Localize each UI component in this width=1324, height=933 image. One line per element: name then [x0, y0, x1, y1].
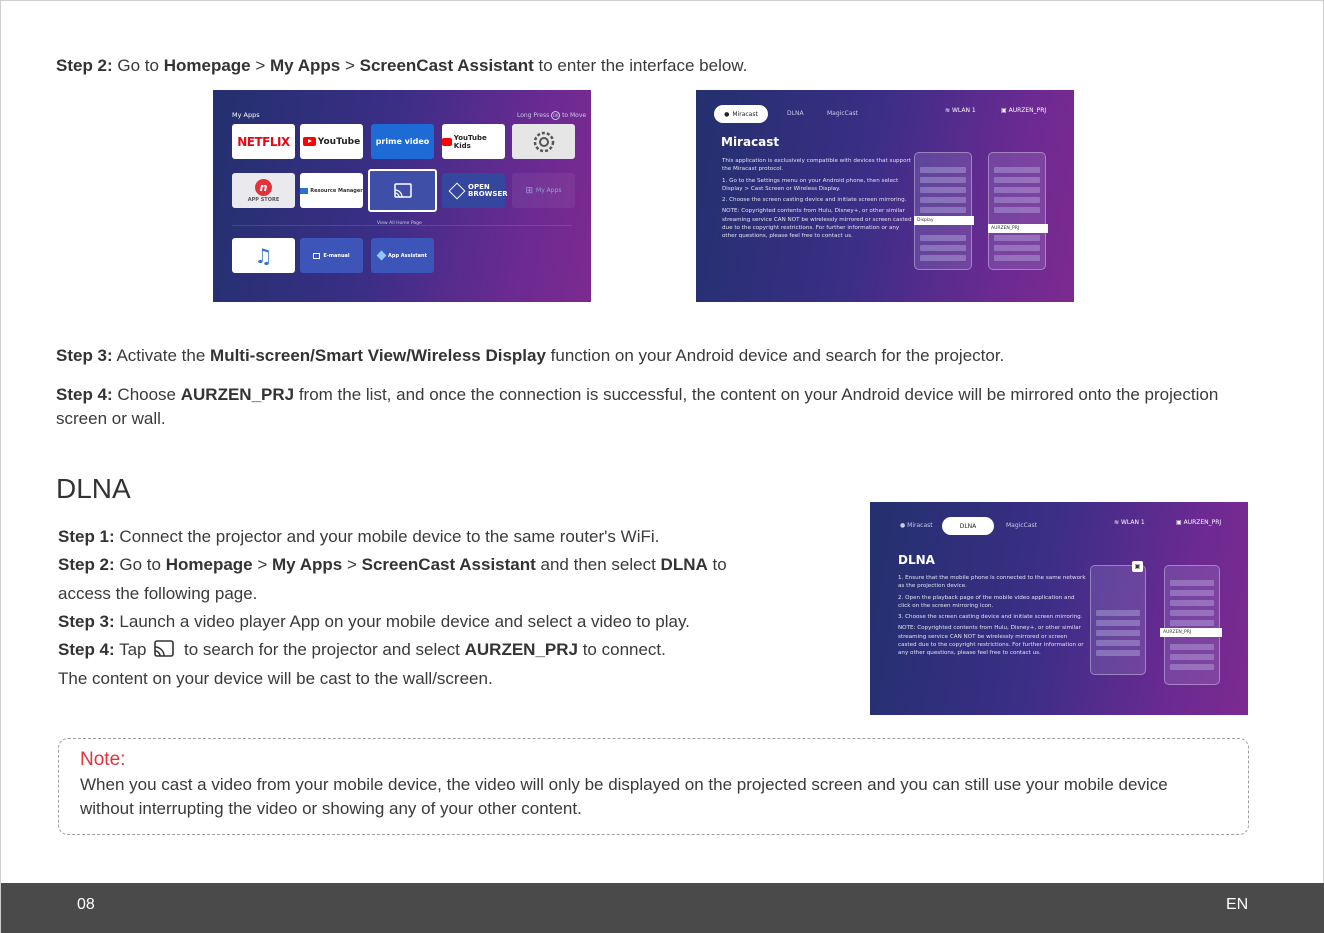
feature-term: Multi-screen/Smart View/Wireless Display	[210, 346, 546, 365]
my-apps-term: My Apps	[270, 56, 341, 75]
netflix-tile[interactable]	[232, 124, 295, 159]
instruction-step: 3. Choose the screen casting device and initiate screen mirroring.	[898, 614, 1083, 621]
homepage-term: Homepage	[163, 56, 251, 75]
tile-label: NETFLIX	[237, 134, 290, 149]
text: Launch a video player App on your mobile device and select a video to play.	[114, 612, 690, 631]
aurzen-chip: AURZEN_PRJ	[988, 224, 1048, 233]
text: to enter the interface below.	[533, 56, 748, 75]
device-name: AURZEN_PRJ	[1183, 519, 1222, 526]
youtube-play-icon	[303, 137, 316, 146]
move-hint	[517, 111, 586, 120]
dlna-screenshot	[870, 502, 1248, 715]
cast-icon	[393, 183, 413, 199]
step-label: Step 2:	[56, 56, 113, 75]
screencast-term: ScreenCast Assistant	[359, 56, 534, 75]
tile-label: YouTube	[317, 136, 361, 147]
step3-line	[56, 344, 1004, 368]
text: function on your Android device and search for the projector.	[545, 346, 1005, 365]
tile-label: prime video	[375, 137, 430, 146]
wifi-name: WLAN 1	[951, 107, 976, 114]
music-note-icon: ♫	[254, 243, 273, 268]
step-label: Step 3:	[56, 346, 113, 365]
wifi-status	[1114, 519, 1145, 526]
text: from the list, and once the connection is successful, the content on your Android device will be mirrored onto the projection screen or wall.	[56, 385, 1219, 428]
text: Activate the	[112, 346, 211, 365]
instruction-step: 2. Choose the screen casting device and initiate screen mirroring.	[722, 197, 907, 204]
text: to connect.	[577, 640, 666, 659]
my-apps-tile[interactable]	[512, 173, 575, 208]
instruction-step: 2. Open the playback page of the mobile video application and click on the screen mirroring icon.	[898, 594, 1075, 609]
grid-icon: ⊞	[525, 185, 534, 196]
text: Tap	[114, 640, 152, 659]
text: Choose	[112, 385, 181, 404]
dlna-result-text: The content on your device will be cast to the wall/screen.	[58, 669, 493, 688]
dlna-step1	[58, 525, 659, 549]
wifi-icon: ≋	[945, 107, 951, 114]
tile-label: Resource Manager	[310, 187, 363, 194]
tab-label: MagicCast	[1006, 522, 1037, 529]
my-apps-screenshot	[213, 90, 591, 302]
tab-label: Miracast	[732, 110, 758, 118]
tab-miracast[interactable]: ● Miracast	[714, 105, 768, 123]
cast-icon: ▣	[1132, 561, 1143, 572]
app-store-icon: n	[255, 179, 272, 196]
device-term: AURZEN_PRJ	[464, 640, 578, 659]
hint-text: to Move	[562, 112, 587, 119]
phone-mockup-right	[1164, 565, 1220, 685]
language-code: EN	[1226, 896, 1249, 913]
device-status	[1001, 107, 1046, 114]
instruction-note: NOTE: Copyrighted contents from Hulu, Disney+, or other similar streaming service CAN NOT be wirelessly mirrored or screen casted due to the copyright restrictions. For further information or any other questions, please feel free to contact us.	[722, 208, 912, 240]
e-manual-tile[interactable]	[300, 238, 363, 273]
step-label: Step 3:	[58, 612, 115, 631]
book-icon	[313, 253, 320, 259]
instruction-step: 1. Go to the Settings menu on your Android phone, then select Display > Cast Screen or Wireless Display.	[722, 177, 899, 192]
page-number: 08	[77, 896, 95, 913]
tab-label: MagicCast	[827, 110, 858, 117]
tile-label: E-manual	[323, 252, 350, 259]
hint-text: Long Press	[517, 112, 550, 119]
youtube-kids-icon	[442, 138, 452, 146]
screen-icon: ▣	[1001, 107, 1007, 114]
page-footer	[1, 883, 1324, 933]
resource-manager-tile[interactable]	[300, 173, 363, 208]
wifi-icon: ≋	[1114, 519, 1120, 526]
prime-video-tile[interactable]	[371, 124, 434, 159]
tab-dlna[interactable]: DLNA	[787, 110, 804, 117]
page-hint: View All Home Page	[377, 221, 422, 226]
gear-icon	[532, 130, 556, 154]
youtube-kids-tile[interactable]	[442, 124, 505, 159]
folder-icon	[300, 188, 308, 194]
section-heading: DLNA	[56, 473, 131, 504]
miracast-screenshot	[696, 90, 1074, 302]
dlna-term: DLNA	[660, 555, 708, 574]
separator: >	[252, 555, 273, 574]
step-label: Step 1:	[58, 527, 115, 546]
open-browser-tile[interactable]	[442, 173, 508, 208]
aurzen-chip: AURZEN_PRJ	[1160, 628, 1222, 637]
screencast-assistant-tile[interactable]	[368, 169, 437, 212]
device-term: AURZEN_PRJ	[180, 385, 295, 404]
device-name: AURZEN_PRJ	[1008, 107, 1047, 114]
wifi-status	[945, 107, 976, 114]
homepage-term: Homepage	[165, 555, 253, 574]
ok-button-icon: OK	[552, 113, 559, 118]
text: Go to	[114, 555, 166, 574]
separator: >	[250, 56, 271, 75]
separator: >	[342, 555, 362, 574]
separator: >	[340, 56, 360, 75]
instruction-note: NOTE: Copyrighted contents from Hulu, Disney+, or other similar streaming service CAN NOT be wirelessly mirrored or screen casted due to the copyright restrictions. For further information or any other questions, please feel free to contact us.	[898, 625, 1084, 657]
youtube-tile[interactable]	[300, 124, 363, 159]
step-label: Step 4:	[58, 640, 115, 659]
divider	[232, 225, 572, 226]
tile-label: App Assistant	[388, 252, 427, 259]
screen-title: DLNA	[898, 553, 935, 567]
tile-label: OPEN BROWSER	[468, 182, 508, 198]
instructions	[722, 157, 912, 244]
tile-label: YouTube Kids	[453, 133, 487, 150]
screen-title: My Apps	[232, 111, 260, 119]
music-tile[interactable]	[232, 238, 295, 273]
tab-miracast[interactable]: ● Miracast	[900, 522, 933, 529]
app-store-tile[interactable]	[232, 173, 295, 208]
settings-tile[interactable]	[512, 124, 575, 159]
tile-label: APP STORE	[247, 196, 280, 203]
text: to search for the projector and select	[179, 640, 465, 659]
tab-label: Miracast	[907, 522, 933, 529]
tab-label: DLNA	[959, 522, 977, 530]
screencast-term: ScreenCast Assistant	[361, 555, 536, 574]
cast-icon	[153, 639, 175, 666]
tab-magiccast[interactable]	[1006, 522, 1037, 529]
phone-mockup-right	[988, 152, 1046, 270]
display-chip: Display	[914, 216, 974, 225]
step-label: Step 2:	[58, 555, 115, 574]
step-label: Step 4:	[56, 385, 113, 404]
phone-mockup-left	[914, 152, 972, 270]
text: to	[707, 555, 727, 574]
tab-dlna[interactable]	[942, 517, 994, 535]
browser-icon	[449, 182, 466, 199]
dlna-step3	[58, 610, 690, 634]
phone-mockup-left	[1090, 565, 1146, 675]
step4-paragraph	[56, 383, 1246, 431]
my-apps-term: My Apps	[272, 555, 343, 574]
instructions	[898, 574, 1086, 661]
screen-icon: ▣	[1176, 519, 1182, 526]
text: and then select	[535, 555, 661, 574]
tile-label: My Apps	[536, 187, 562, 194]
note-title: Note:	[80, 749, 126, 770]
instruction-step: 1. Ensure that the mobile phone is connected to the same network as the projection device.	[898, 575, 1086, 590]
dlna-step4	[58, 638, 666, 666]
instruction-intro: This application is exclusively compatible with devices that support the Miracast protocol.	[722, 158, 912, 173]
app-assistant-tile[interactable]	[371, 238, 434, 273]
text: Connect the projector and your mobile device to the same router's WiFi.	[114, 527, 660, 546]
tab-magiccast[interactable]	[827, 110, 858, 117]
screen-title: Miracast	[721, 135, 780, 149]
text: Go to	[112, 56, 164, 75]
wifi-name: WLAN 1	[1120, 519, 1145, 526]
assistant-icon	[377, 251, 387, 261]
device-status	[1176, 519, 1221, 526]
step2-top-line	[56, 54, 747, 78]
note-text: When you cast a video from your mobile device, the video will only be displayed on the projected screen and you can still use your mobile device without interrupting the video or showing any of your other content.	[80, 775, 1168, 818]
dlna-step2	[58, 553, 727, 577]
dlna-step2-continued: access the following page.	[58, 584, 258, 603]
